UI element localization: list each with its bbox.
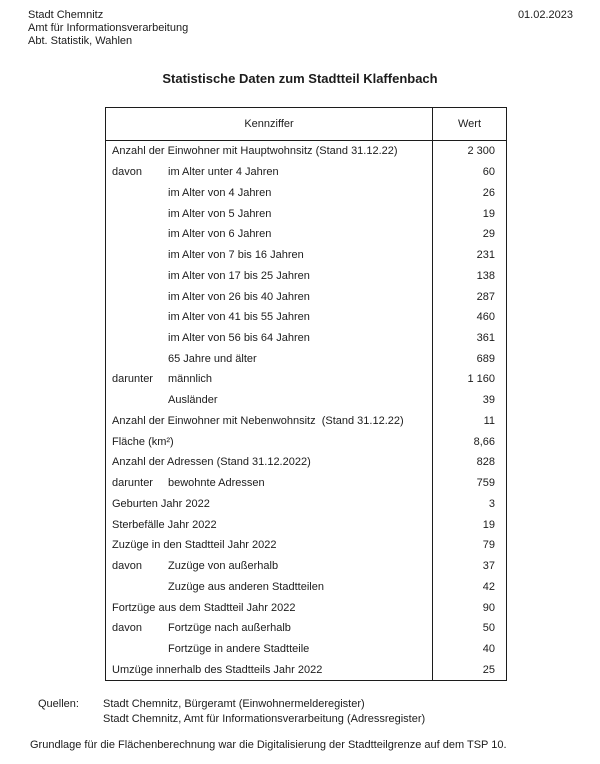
row-value: 361 [476,331,495,344]
row-value: 11 [483,414,495,427]
sources-label: Quellen: [38,698,79,710]
row-label: männlich [168,373,213,386]
row-value: 90 [482,601,495,614]
row-label: Fortzüge nach außerhalb [168,622,291,635]
row-value: 3 [488,497,495,510]
row-value: 828 [476,456,495,469]
table-row [106,390,506,411]
row-label: bewohnte Adressen [168,477,265,490]
row-label: Anzahl der Einwohner mit Hauptwohnsitz (Stand 31.12.22) [112,145,398,158]
table-row [106,162,506,183]
document-date: 01.02.2023 [517,9,573,21]
row-label-cell [106,307,433,328]
table-row [106,348,506,369]
row-label: Umzüge innerhalb des Stadtteils Jahr 2022 [112,663,323,676]
row-value: 37 [482,560,495,573]
table-row [106,224,506,245]
row-prefix: davon [112,560,142,573]
table-row [106,328,506,349]
row-label-cell [106,203,433,224]
row-label: Geburten Jahr 2022 [112,497,210,510]
row-label: 65 Jahre und älter [168,352,257,365]
area-note: Grundlage für die Flächenberechnung war die Digitalisierung der Stadtteilgrenze auf dem TSP 10. [30,739,507,751]
row-label-cell [106,141,433,162]
row-prefix: darunter [112,477,153,490]
row-label: Sterbefälle Jahr 2022 [112,518,217,531]
row-label: Fläche (km²) [112,435,174,448]
table-row [106,576,506,597]
row-label-cell [106,576,433,597]
row-label-cell [106,597,433,618]
row-value: 460 [476,311,495,324]
row-label: im Alter von 41 bis 55 Jahren [168,311,310,324]
row-value: 287 [476,290,495,303]
row-label-cell [106,224,433,245]
row-prefix: davon [112,166,142,179]
row-value: 40 [482,642,495,655]
table-row [106,141,506,162]
row-label-cell [106,639,433,660]
source-line-2: Stadt Chemnitz, Amt für Informationsverarbeitung (Adressregister) [103,713,426,725]
row-label-cell [106,659,433,680]
row-value: 19 [482,518,495,531]
row-label: im Alter von 26 bis 40 Jahren [168,290,310,303]
table-rows [106,141,506,680]
row-label-cell [106,162,433,183]
row-value: 26 [482,186,495,199]
row-value: 42 [482,580,495,593]
row-label: Zuzüge aus anderen Stadtteilen [168,580,324,593]
row-label-cell [106,369,433,390]
row-label: im Alter von 4 Jahren [168,186,272,199]
row-value: 2 300 [467,145,495,158]
row-label: im Alter von 56 bis 64 Jahren [168,331,310,344]
letterhead [28,9,188,48]
row-value: 19 [482,207,495,220]
org-line-1: Stadt Chemnitz [28,9,104,21]
table-row [106,203,506,224]
table-row [106,286,506,307]
row-label: Fortzüge aus dem Stadtteil Jahr 2022 [112,601,296,614]
row-label-cell [106,431,433,452]
row-label-cell [106,411,433,432]
row-label-cell [106,348,433,369]
table-row [106,639,506,660]
row-label-cell [106,493,433,514]
row-value: 1 160 [467,373,495,386]
source-line-1: Stadt Chemnitz, Bürgeramt (Einwohnermelderegister) [103,698,365,710]
table-row [106,618,506,639]
table-row [106,597,506,618]
org-line-2: Amt für Informationsverarbeitung [28,22,189,34]
row-label: Zuzüge von außerhalb [168,560,279,573]
row-label-cell [106,390,433,411]
row-label: im Alter von 6 Jahren [168,228,272,241]
row-prefix: darunter [112,373,153,386]
row-label-cell [106,286,433,307]
row-label: Anzahl der Einwohner mit Nebenwohnsitz (Stand 31.12.22) [112,414,404,427]
table-row [106,411,506,432]
sources-block [38,697,425,727]
row-value: 8,66 [473,435,495,448]
row-label: Ausländer [168,394,218,407]
row-value: 50 [482,622,495,635]
table-row [106,369,506,390]
row-value: 231 [476,249,495,262]
table-row [106,535,506,556]
row-value: 759 [476,477,495,490]
column-header-kennziffer: Kennziffer [106,108,433,140]
table-row [106,182,506,203]
row-label-cell [106,556,433,577]
row-label: Anzahl der Adressen (Stand 31.12.2022) [112,456,311,469]
table-row [106,659,506,680]
sources-lines [103,697,425,727]
row-label-cell [106,182,433,203]
row-label-cell [106,245,433,266]
table-row [106,514,506,535]
row-label: im Alter von 7 bis 16 Jahren [168,249,304,262]
row-label: Zuzüge in den Stadtteil Jahr 2022 [112,539,277,552]
table-row [106,265,506,286]
data-table [105,107,507,681]
row-value: 138 [476,269,495,282]
table-row [106,556,506,577]
table-row [106,473,506,494]
row-label: im Alter von 17 bis 25 Jahren [168,269,310,282]
table-row [106,493,506,514]
row-prefix: davon [112,622,142,635]
column-header-wert: Wert [457,118,482,130]
row-label: im Alter von 5 Jahren [168,207,272,220]
row-value: 39 [482,394,495,407]
row-label-cell [106,452,433,473]
row-label-cell [106,535,433,556]
row-value: 25 [482,663,495,676]
page-title: Statistische Daten zum Stadtteil Klaffenbach [162,71,438,86]
table-row [106,245,506,266]
row-label-cell [106,514,433,535]
row-label: Fortzüge in andere Stadtteile [168,642,310,655]
row-label-cell [106,473,433,494]
table-row [106,431,506,452]
table-row [106,307,506,328]
org-line-3: Abt. Statistik, Wahlen [28,35,133,47]
row-value: 29 [482,228,495,241]
row-value: 689 [476,352,495,365]
row-label: im Alter unter 4 Jahren [168,166,279,179]
row-value: 79 [482,539,495,552]
row-value: 60 [482,166,495,179]
row-label-cell [106,265,433,286]
row-label-cell [106,618,433,639]
row-label-cell [106,328,433,349]
table-header-row [106,108,506,141]
table-row [106,452,506,473]
